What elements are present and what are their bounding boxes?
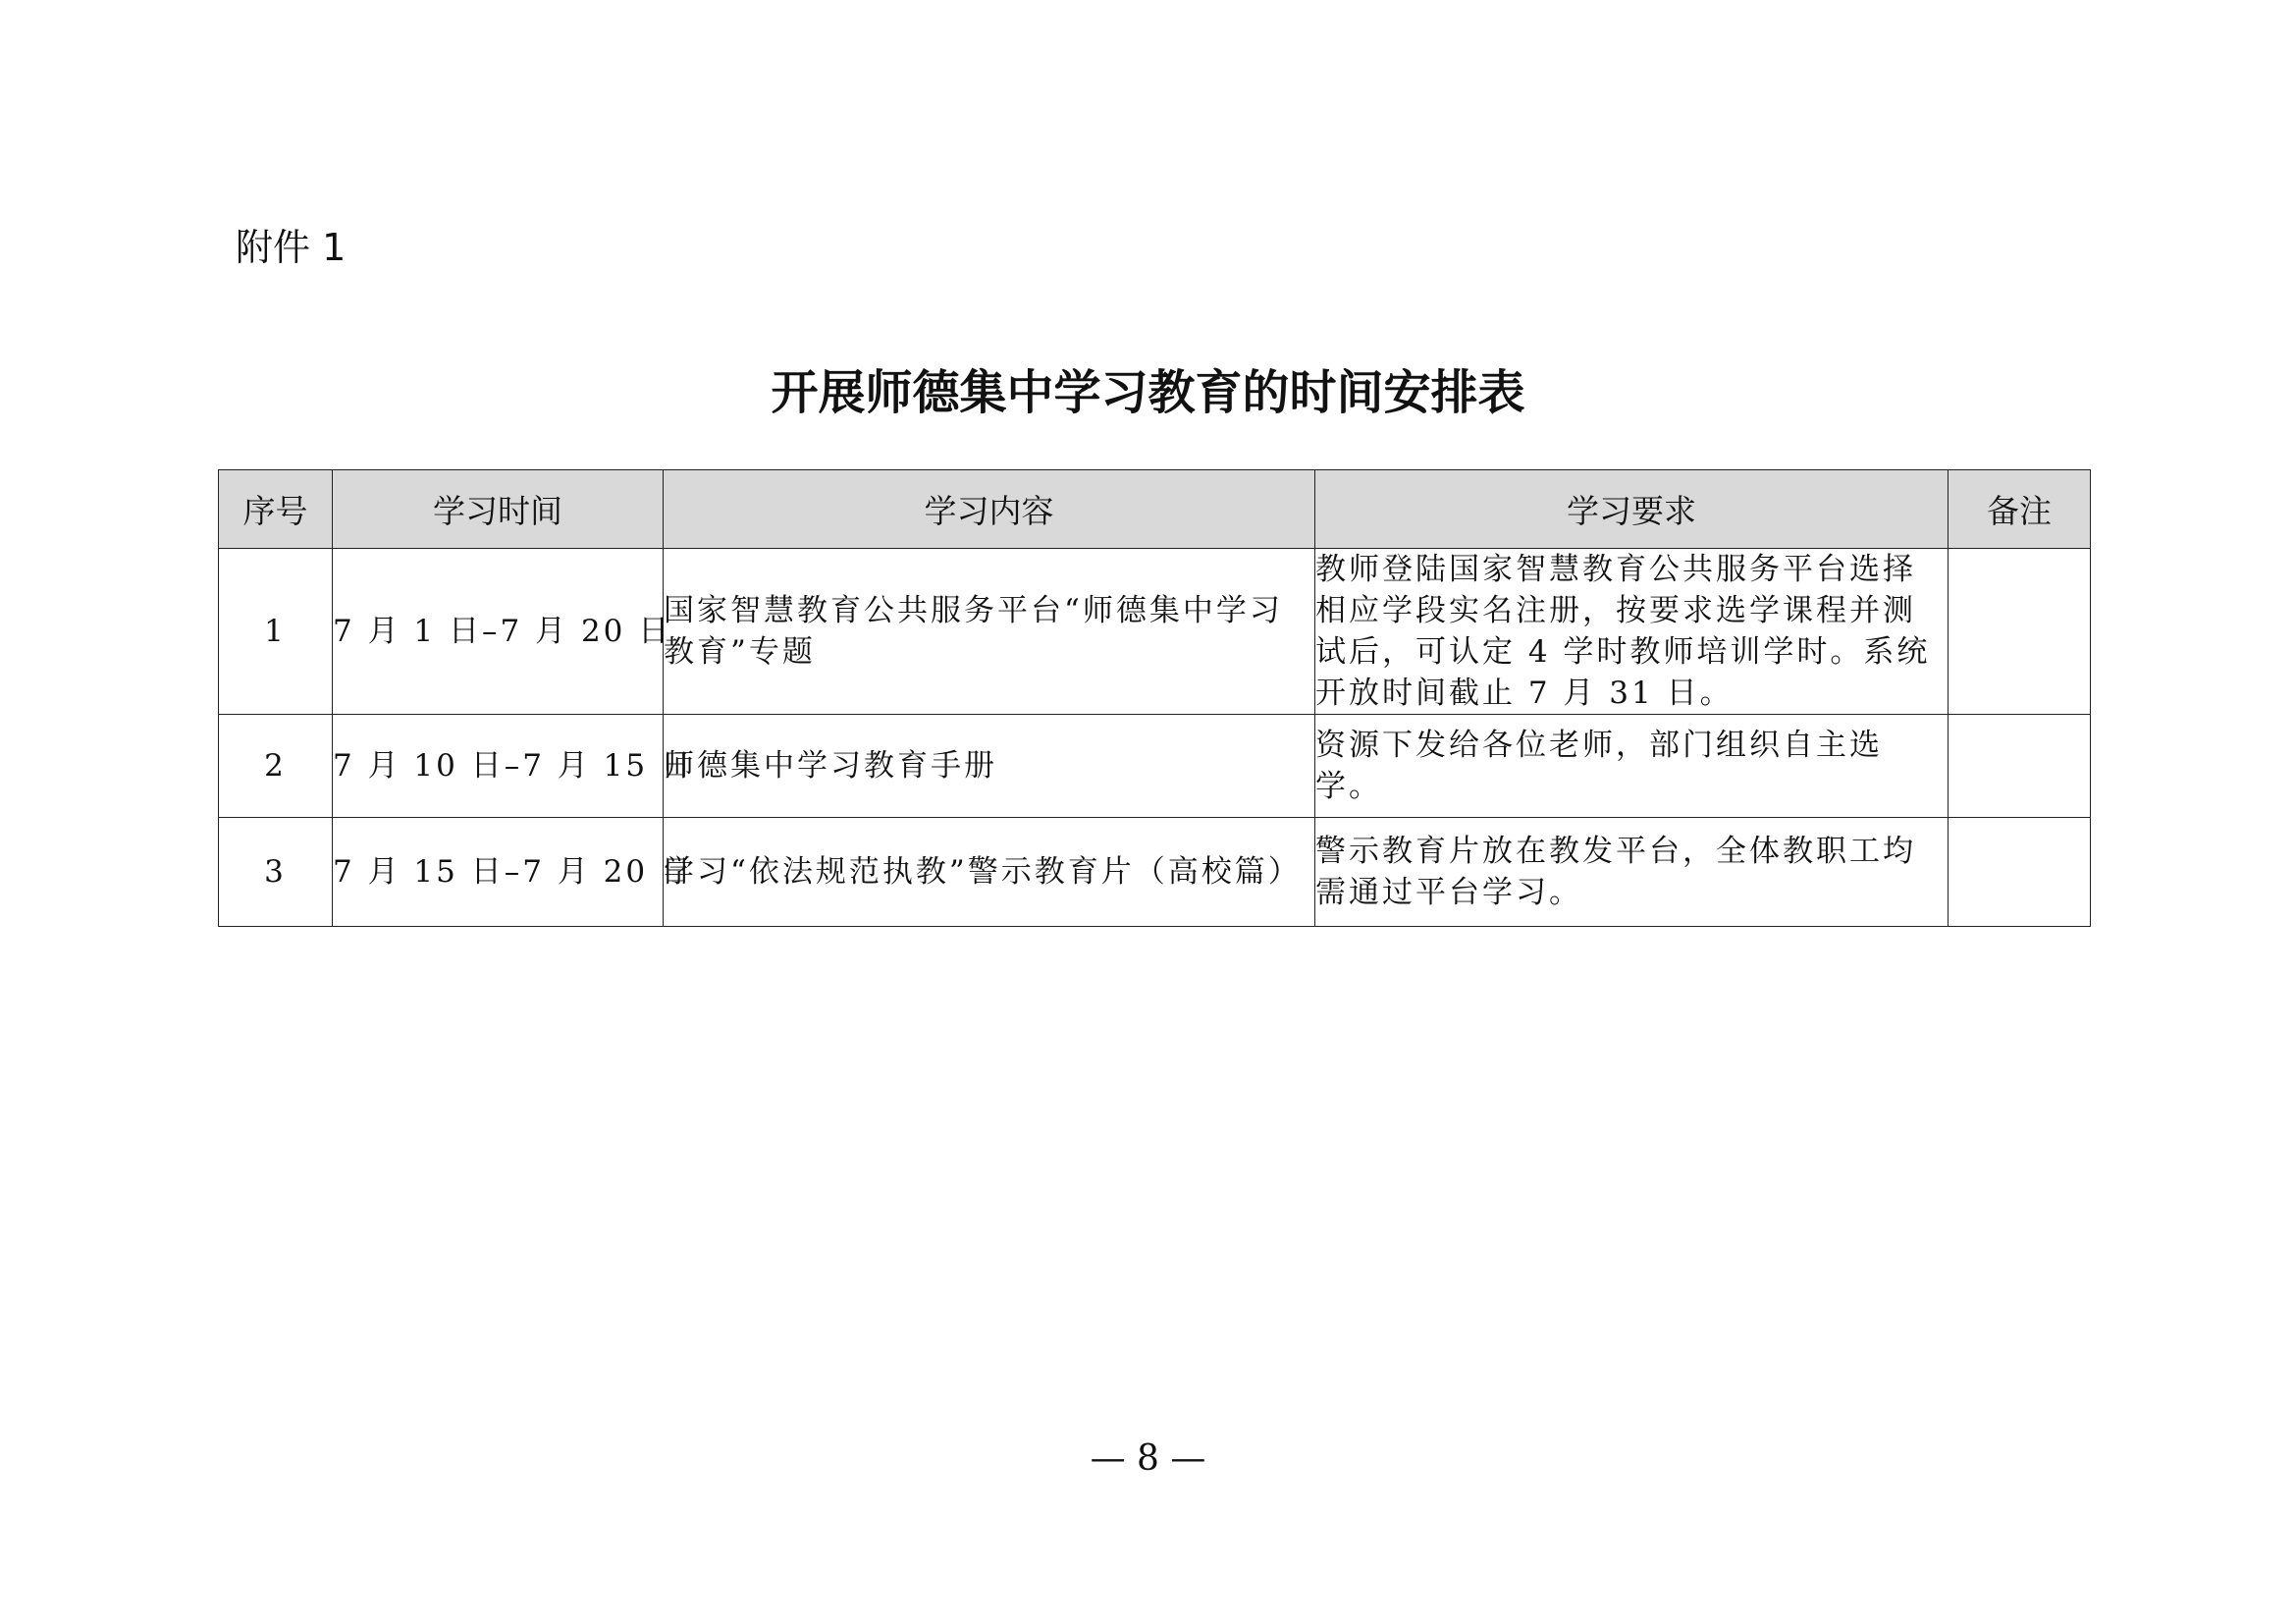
header-remarks: 备注 [1949,470,2091,549]
header-row [219,470,2091,549]
row-number: 1 [219,549,333,715]
row-remarks [1949,818,2091,927]
row-study-requirement: 教师登陆国家智慧教育公共服务平台选择相应学段实名注册，按要求选学课程并测试后，可认定 4 学时教师培训学时。系统开放时间截止 7 月 31 日。 [1315,549,1949,715]
row-remarks [1949,549,2091,715]
row-study-requirement: 资源下发给各位老师，部门组织自主选学。 [1315,715,1949,818]
schedule-table [218,469,2091,927]
row-study-time: 7 月 1 日–7 月 20 日 [333,549,664,715]
row-remarks [1949,715,2091,818]
header-study-requirement: 学习要求 [1315,470,1949,549]
header-study-content: 学习内容 [664,470,1315,549]
row-study-content: 师德集中学习教育手册 [664,715,1315,818]
page-number: — 8 — [1090,1438,1206,1479]
table-body [219,549,2091,927]
row-study-content: 学习“依法规范执教”警示教育片（高校篇） [664,818,1315,927]
table-header [219,470,2091,549]
row-study-requirement: 警示教育片放在教发平台，全体教职工均需通过平台学习。 [1315,818,1949,927]
header-study-time: 学习时间 [333,470,664,549]
attachment-label: 附件 1 [236,226,347,269]
row-study-content: 国家智慧教育公共服务平台“师德集中学习教育”专题 [664,549,1315,715]
table-row [219,549,2091,715]
row-study-time: 7 月 10 日–7 月 15 日 [333,715,664,818]
row-number: 2 [219,715,333,818]
document-title: 开展师德集中学习教育的时间安排表 [771,365,1525,420]
table-row [219,715,2091,818]
row-number: 3 [219,818,333,927]
header-number: 序号 [219,470,333,549]
table-row [219,818,2091,927]
row-study-time: 7 月 15 日–7 月 20 日 [333,818,664,927]
